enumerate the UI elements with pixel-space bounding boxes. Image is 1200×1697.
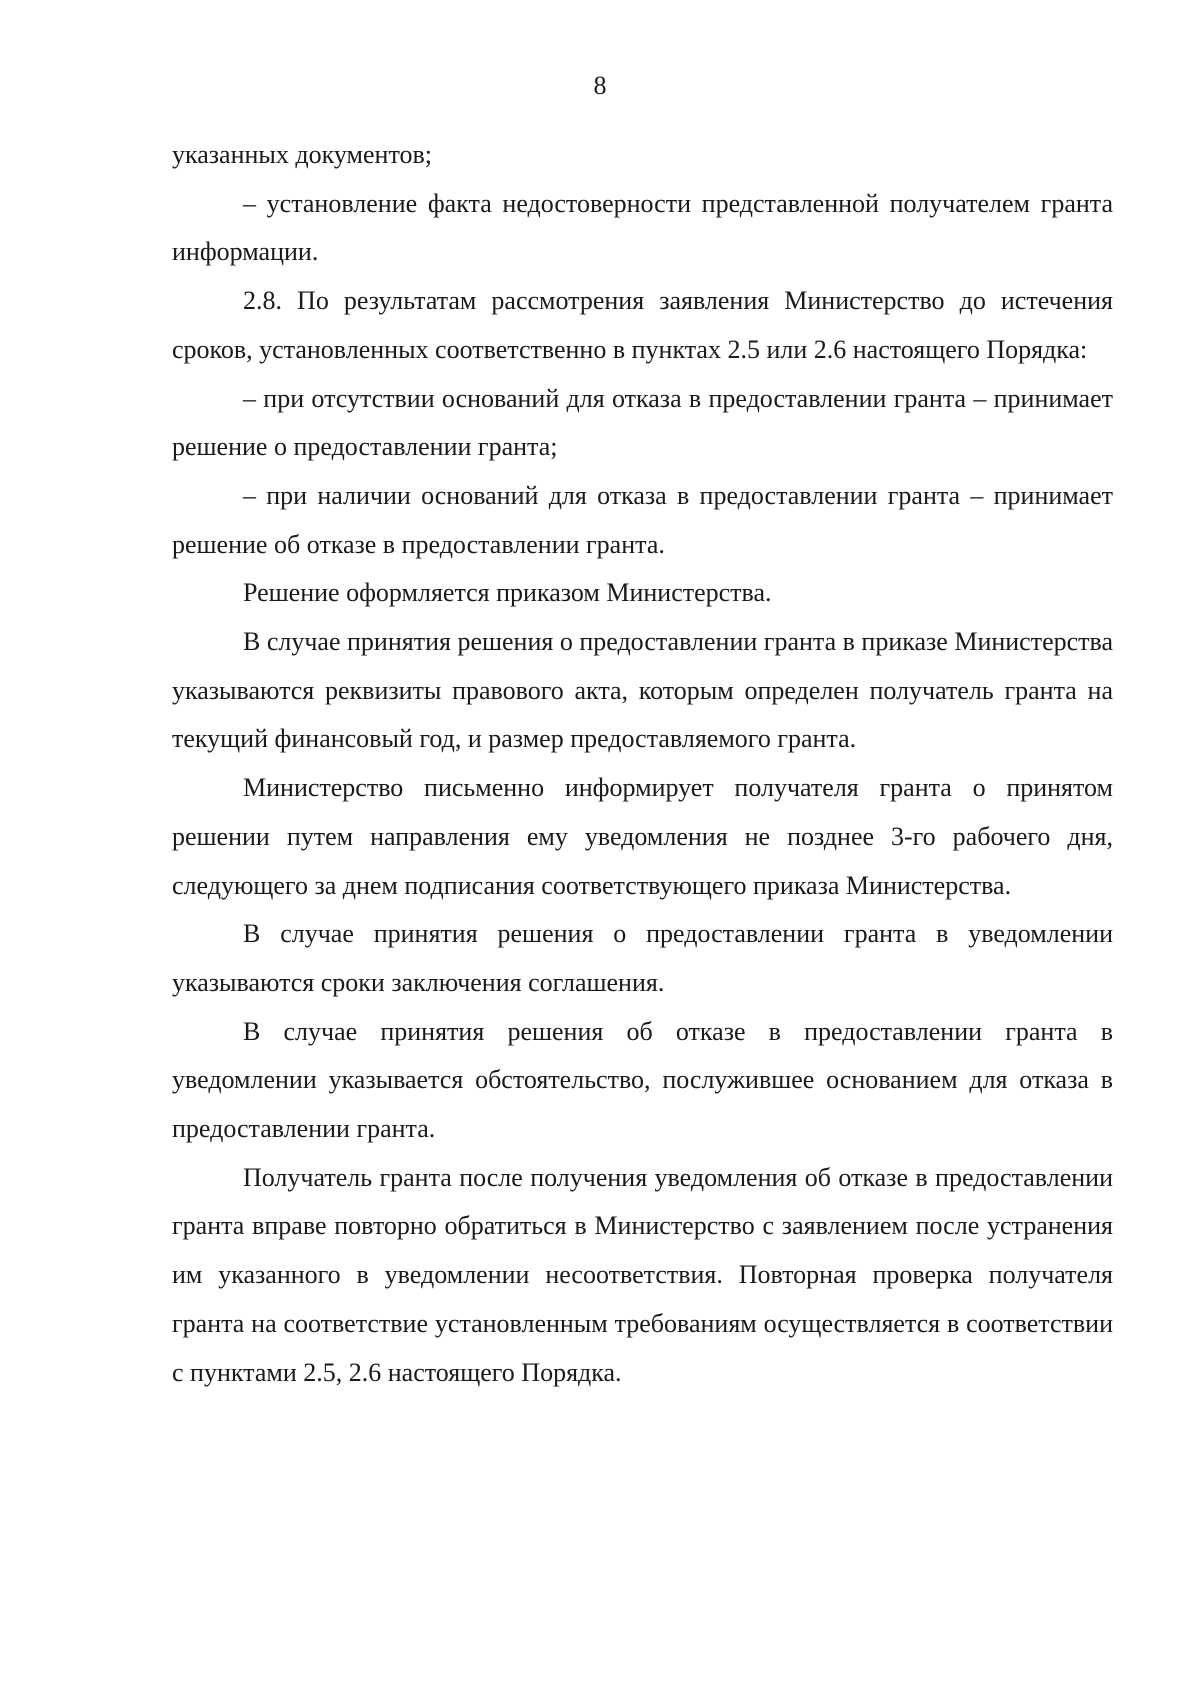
paragraph-notification: Министерство письменно информирует получателя гранта о принятом решении путем направления ему уведомления не позднее 3-го рабочего дня, следующего за днем подписания соответствующего приказа Министерства. bbox=[172, 773, 1113, 900]
paragraph-order-details: В случае принятия решения о предоставлении гранта в приказе Министерства указываются реквизиты правового акта, которым определен получатель гранта на текущий финансовый год, и размер предоставляемого гранта. bbox=[172, 627, 1113, 754]
paragraph-list-item-grant-refused: – при наличии оснований для отказа в предоставлении гранта – принимает решение об отказе в предоставлении гранта. bbox=[172, 480, 1113, 559]
page-number: 8 bbox=[593, 71, 607, 100]
paragraph-refusal-notice: В случае принятия решения об отказе в предоставлении гранта в уведомлении указывается обстоятельство, послужившее основанием для отказа в предоставлении гранта. bbox=[172, 1016, 1113, 1144]
paragraph-clause-2-8: 2.8. По результатам рассмотрения заявления Министерство до истечения сроков, установленных соответственно в пунктах 2.5 или 2.6 настоящего Порядка: bbox=[172, 286, 1113, 364]
paragraph-decision-order: Решение оформляется приказом Министерства. bbox=[243, 578, 772, 608]
paragraph-list-item-grant-approved: – при отсутствии оснований для отказа в предоставлении гранта – принимает решение о предоставлении гранта; bbox=[172, 383, 1113, 462]
paragraph-reapplication: Получатель гранта после получения уведомления об отказе в предоставлении гранта вправе повторно обратиться в Министерство с заявлением после устранения им указанного в уведомлении несоответствия. Повторная проверка получателя гранта на соответствие установленным требованиям осуществляется в соответствии с пунктами 2.5, 2.6 настоящего Порядка. bbox=[172, 1162, 1113, 1387]
paragraph-continuation: указанных документов; bbox=[172, 140, 432, 169]
paragraph-list-item-unreliable-info: – установление факта недостоверности представленной получателем гранта информации. bbox=[172, 188, 1113, 267]
paragraph-agreement-terms: В случае принятия решения о предоставлении гранта в уведомлении указываются сроки заключения соглашения. bbox=[172, 919, 1113, 997]
document-body bbox=[172, 131, 1113, 1397]
